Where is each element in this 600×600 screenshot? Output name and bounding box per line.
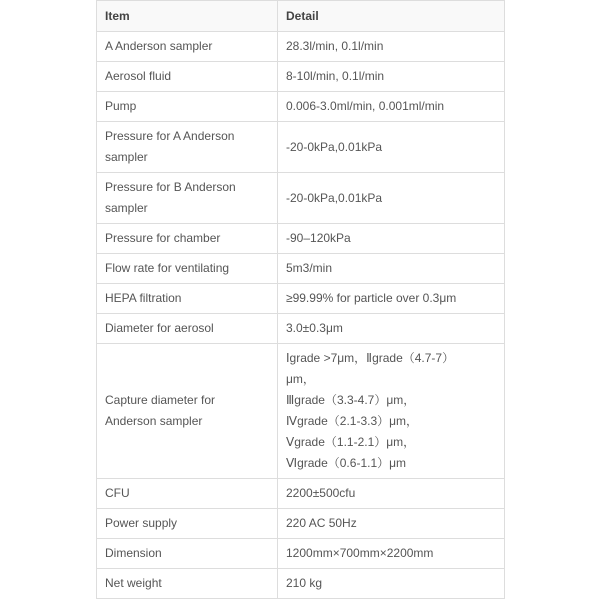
detail-cell: 2200±500cfu: [278, 479, 505, 509]
table-row: [97, 254, 505, 284]
table-row: [97, 509, 505, 539]
detail-line: Ⅲgrade（3.3-4.7）μm，: [286, 393, 416, 407]
item-line: Pressure for A Anderson: [105, 129, 235, 143]
table-row: [97, 344, 505, 479]
table-row: [97, 92, 505, 122]
detail-cell: 1200mm×700mm×2200mm: [278, 539, 505, 569]
table-row: [97, 539, 505, 569]
item-cell: [97, 344, 278, 479]
item-line: Anderson sampler: [105, 414, 203, 428]
header-detail: Detail: [278, 1, 505, 32]
detail-line: Ⅰgrade >7μm，Ⅱgrade（4.7-7）: [286, 351, 455, 365]
table-row: [97, 173, 505, 224]
table-row: [97, 569, 505, 599]
spec-table: [96, 0, 505, 599]
table-row: [97, 122, 505, 173]
item-cell: Flow rate for ventilating: [97, 254, 278, 284]
header-item: Item: [97, 1, 278, 32]
table-row: [97, 479, 505, 509]
item-cell: Pump: [97, 92, 278, 122]
table-row: [97, 224, 505, 254]
detail-cell: 0.006-3.0ml/min, 0.001ml/min: [278, 92, 505, 122]
detail-cell: -20-0kPa,0.01kPa: [278, 122, 505, 173]
item-line: Capture diameter for: [105, 393, 216, 407]
table-row: [97, 32, 505, 62]
table-row: [97, 62, 505, 92]
item-cell: Pressure for chamber: [97, 224, 278, 254]
detail-cell: 210 kg: [278, 569, 505, 599]
detail-cell: 5m3/min: [278, 254, 505, 284]
detail-cell: 8-10l/min, 0.1l/min: [278, 62, 505, 92]
item-line: Pressure for B Anderson: [105, 180, 236, 194]
item-cell: Aerosol fluid: [97, 62, 278, 92]
item-cell: Dimension: [97, 539, 278, 569]
item-cell: A Anderson sampler: [97, 32, 278, 62]
detail-cell: [278, 344, 505, 479]
table-row: [97, 284, 505, 314]
item-cell: [97, 173, 278, 224]
item-cell: [97, 122, 278, 173]
detail-cell: 28.3l/min, 0.1l/min: [278, 32, 505, 62]
detail-cell: 220 AC 50Hz: [278, 509, 505, 539]
item-cell: HEPA filtration: [97, 284, 278, 314]
item-cell: Net weight: [97, 569, 278, 599]
detail-cell: ≥99.99% for particle over 0.3μm: [278, 284, 505, 314]
detail-line: μm，: [286, 372, 315, 386]
item-line: sampler: [105, 150, 148, 164]
item-line: sampler: [105, 201, 148, 215]
table-row: [97, 314, 505, 344]
detail-line: Ⅳgrade（2.1-3.3）μm，: [286, 414, 419, 428]
detail-line: Ⅵgrade（0.6-1.1）μm: [286, 456, 407, 470]
detail-cell: -90–120kPa: [278, 224, 505, 254]
item-cell: CFU: [97, 479, 278, 509]
item-cell: Power supply: [97, 509, 278, 539]
item-cell: Diameter for aerosol: [97, 314, 278, 344]
detail-cell: -20-0kPa,0.01kPa: [278, 173, 505, 224]
detail-line: Ⅴgrade（1.1-2.1）μm，: [286, 435, 416, 449]
table-header-row: [97, 1, 505, 32]
detail-cell: 3.0±0.3μm: [278, 314, 505, 344]
